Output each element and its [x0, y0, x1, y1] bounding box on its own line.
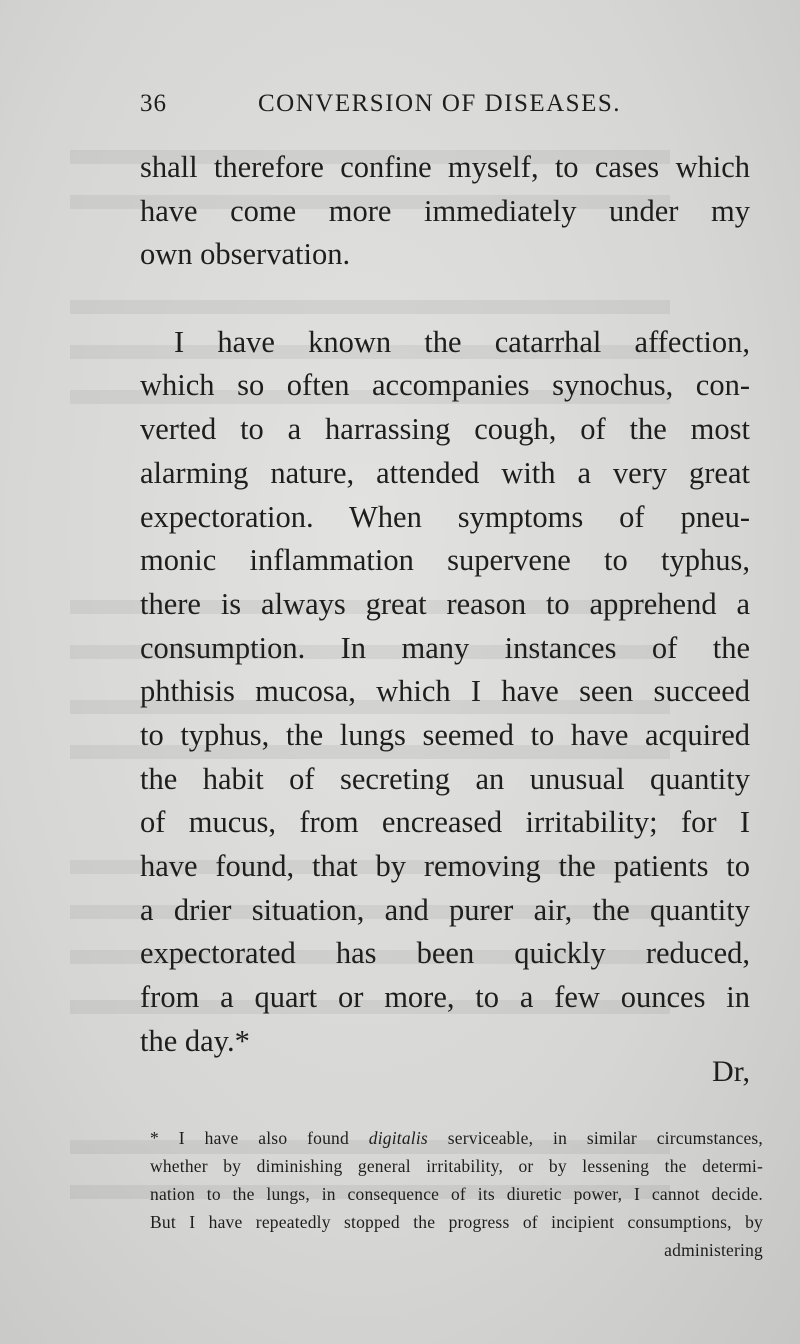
text-line: alarming nature, attended with a very great	[140, 455, 750, 490]
text-line: to typhus, the lungs seemed to have acquired	[140, 717, 750, 752]
text-line: phthisis mucosa, which I have seen succeed	[140, 674, 750, 709]
footnote-catchword: administering	[664, 1240, 763, 1260]
text-line: from a quart or more, to a few ounces in	[140, 980, 750, 1015]
footnote-line: nation to the lungs, in consequence of its diuretic power, I cannot decide.	[150, 1184, 763, 1204]
text-line: expectoration. When symptoms of pneu-	[140, 499, 750, 534]
text-line: shall therefore confine myself, to cases which	[140, 150, 750, 184]
text-line: have come more immediately under my	[140, 193, 750, 228]
text-line: expectorated has been quickly reduced,	[140, 936, 750, 971]
paragraph-2	[140, 321, 750, 1064]
text-line: own observation.	[140, 237, 351, 272]
paragraph-1	[140, 146, 750, 277]
text-line: a drier situation, and purer air, the quantity	[140, 892, 750, 927]
text-line: which so often accompanies synochus, con-	[140, 368, 750, 403]
text-line: the habit of secreting an unusual quantity	[140, 761, 750, 796]
running-title: CONVERSION OF DISEASES.	[258, 90, 622, 117]
catchword: Dr,	[712, 1055, 750, 1088]
text-line: monic inflammation supervene to typhus,	[140, 543, 750, 578]
body-text	[140, 146, 750, 1063]
text-line: the day.*	[140, 1023, 250, 1058]
text-line: have found, that by removing the patients to	[140, 849, 750, 883]
footnote-first-line	[150, 1124, 763, 1152]
footnote-after-emphasis: serviceable, in similar circumstances,	[427, 1128, 763, 1148]
footnote	[150, 1124, 763, 1264]
footnote-lead: * I have also found	[150, 1128, 369, 1148]
text-line: verted to a harrassing cough, of the most	[140, 412, 750, 447]
text-line: there is always great reason to apprehend a	[140, 586, 750, 621]
text-line: consumption. In many instances of the	[140, 630, 750, 665]
text-line: I have known the catarrhal affection,	[174, 324, 750, 359]
footnote-line: whether by diminishing general irritability, or by lessening the determi-	[150, 1156, 763, 1176]
page-number: 36	[140, 90, 167, 117]
footnote-line: But I have repeatedly stopped the progress of incipient consumptions, by	[150, 1212, 763, 1232]
footnote-emphasis: digitalis	[368, 1128, 428, 1148]
page-header	[140, 90, 640, 130]
text-line: of mucus, from encreased irritability; for I	[140, 805, 750, 840]
